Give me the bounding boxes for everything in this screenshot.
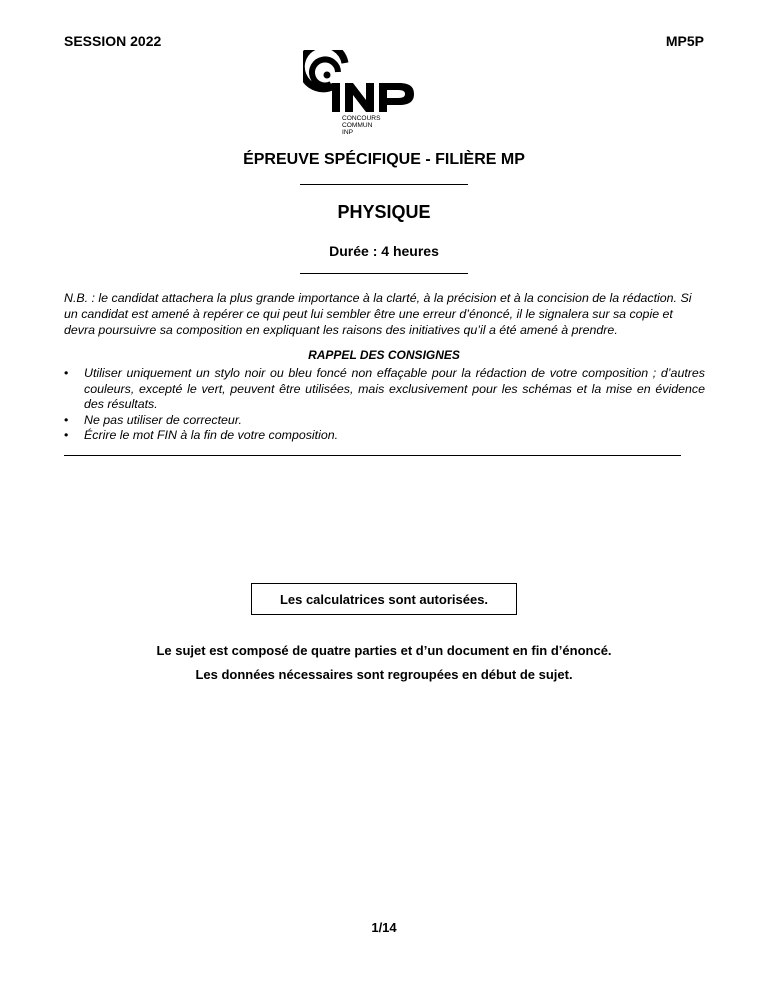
- epreuve-title: ÉPREUVE SPÉCIFIQUE - FILIÈRE MP: [243, 151, 525, 168]
- bullet-icon: •: [64, 428, 69, 442]
- data-location: Les données nécessaires sont regroupées en début de sujet.: [195, 667, 573, 682]
- consigne-text: Utiliser uniquement un stylo noir ou bleu foncé non effaçable pour la rédaction de votre composition ; d’autres couleurs, excepté le vert, peuvent être utilisées, mais exclusivement pour les schémas et la mise en évidence des résultats.: [84, 366, 705, 411]
- session-label: SESSION 2022: [64, 33, 162, 49]
- subject-title: PHYSIQUE: [337, 202, 431, 222]
- logo-line-1: CONCOURS: [342, 115, 381, 122]
- exam-code: MP5P: [665, 33, 704, 49]
- calculator-notice: [251, 583, 517, 615]
- logo-line-2: COMMUN: [342, 122, 373, 129]
- consigne-item: [64, 366, 705, 413]
- title-divider: [300, 184, 468, 185]
- calculator-text: Les calculatrices sont autorisées.: [279, 591, 489, 607]
- consigne-text: Écrire le mot FIN à la fin de votre composition.: [84, 428, 339, 442]
- rappel-title: RAPPEL DES CONSIGNES: [308, 348, 460, 362]
- duration-divider: [300, 273, 468, 274]
- section-divider: [64, 455, 681, 456]
- consignes-list: [64, 366, 705, 444]
- nb-paragraph: N.B. : le candidat attachera la plus grande importance à la clarté, à la précision et à la concision de la rédaction. Si un candidat est amené à repérer ce qui peut lui sembler être une erreur d’énoncé, il le signalera sur sa copie et devra poursuivre sa composition en expliquant les raisons des initiatives qu’il a été amené à prendre.: [64, 291, 692, 337]
- consigne-text: Ne pas utiliser de correcteur.: [84, 412, 242, 427]
- logo-line-3: INP: [342, 129, 353, 136]
- duration-label: Durée : 4 heures: [329, 243, 439, 259]
- consigne-item: [64, 413, 705, 429]
- inp-logo: [303, 50, 428, 136]
- bullet-icon: •: [64, 366, 69, 380]
- consigne-item: [64, 428, 705, 444]
- subject-composition: Le sujet est composé de quatre parties et d’un document en fin d’énoncé.: [156, 643, 612, 658]
- bullet-icon: •: [64, 412, 69, 427]
- page-number: 1/14: [371, 920, 397, 935]
